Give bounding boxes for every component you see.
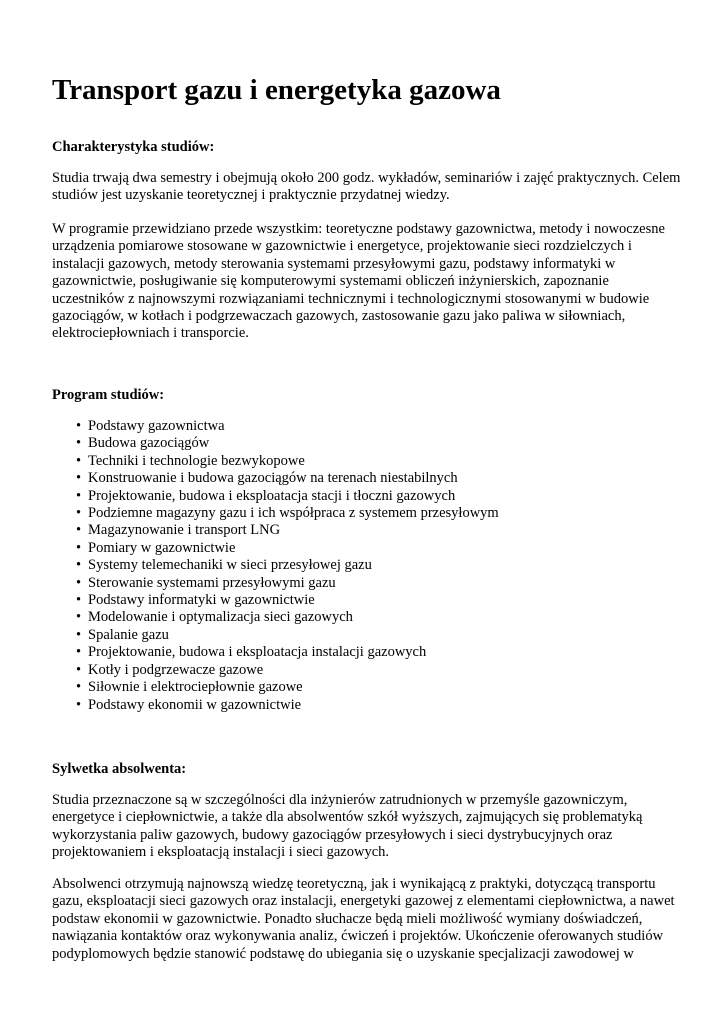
list-item-label: Sterowanie systemami przesyłowymi gazu: [88, 574, 336, 591]
list-item: [74, 522, 499, 539]
list-item-label: Projektowanie, budowa i eksploatacja stacji i tłoczni gazowych: [88, 487, 456, 504]
list-item: [74, 488, 499, 505]
list-item: [74, 662, 499, 679]
list-item-label: Modelowanie i optymalizacja sieci gazowych: [88, 609, 353, 626]
list-item: [74, 470, 499, 487]
list-item-label: Kotły i podgrzewacze gazowe: [88, 661, 264, 678]
bullet-icon: •: [76, 539, 82, 556]
list-item-label: Budowa gazociągów: [88, 435, 210, 452]
list-item-label: Podziemne magazyny gazu i ich współpraca z systemem przesyłowym: [88, 505, 499, 522]
bullet-icon: •: [76, 592, 82, 609]
list-item: [74, 505, 499, 522]
list-item: [74, 627, 499, 644]
bullet-icon: •: [76, 557, 82, 574]
bullet-icon: •: [76, 644, 82, 661]
list-item: [74, 679, 499, 696]
graduate-paragraph-audience: Studia przeznaczone są w szczególności dla inżynierów zatrudnionych w przemyśle gazowniczym, energetyce i ciepłownictwie, a także dla absolwentów szkół wyższych, zajmujących się problematyką wykorzystania paliw gazowych, budowy gazociągów przesyłowych i sieci dystrybucyjnych oraz projektowaniem i eksploatacją instalacji i sieci gazowych.: [52, 792, 643, 861]
program-heading: Program studiów:: [52, 387, 165, 403]
bullet-icon: •: [76, 626, 82, 643]
bullet-icon: •: [76, 696, 82, 713]
list-item: [74, 575, 499, 592]
bullet-icon: •: [76, 609, 82, 626]
list-item-label: Systemy telemechaniki w sieci przesyłowej gazu: [88, 557, 372, 574]
list-item: [74, 697, 499, 714]
characteristics-paragraph-duration: Studia trwają dwa semestry i obejmują około 200 godz. wykładów, seminariów i zajęć praktycznych. Celem studiów jest uzyskanie teoretycznej i praktycznie przydatnej wiedzy.: [52, 170, 681, 204]
characteristics-paragraph-program: W programie przewidziano przede wszystkim: teoretyczne podstawy gazownictwa, metody i nowoczesne urządzenia pomiarowe stosowane w gazownictwie i energetyce, projektowanie sieci rozdzielczych i instalacji gazowych, metody sterowania systemami przesyłowymi gazu, podstawy informatyki w gazownictwie, posługiwanie się komputerowymi systemami obliczeń inżynierskich, zapoznanie uczestników z najnowszymi rozwiązaniami technicznymi i technologicznymi stosowanymi w budowie gazociągów, w kotłach i podgrzewaczach gazowych, zastosowanie gazu jako paliwa w siłowniach, elektrociepłowniach i transporcie.: [52, 221, 665, 342]
list-item: [74, 435, 499, 452]
bullet-icon: •: [76, 435, 82, 452]
list-item: [74, 609, 499, 626]
list-item-label: Pomiary w gazownictwie: [88, 539, 236, 556]
bullet-icon: •: [76, 452, 82, 469]
list-item-label: Podstawy gazownictwa: [88, 418, 225, 434]
list-item-label: Podstawy informatyki w gazownictwie: [88, 592, 315, 609]
list-item-label: Projektowanie, budowa i eksploatacja instalacji gazowych: [88, 644, 427, 661]
list-item-label: Podstawy ekonomii w gazownictwie: [88, 696, 302, 713]
list-item-label: Magazynowanie i transport LNG: [88, 522, 281, 539]
list-item-label: Konstruowanie i budowa gazociągów na terenach niestabilnych: [88, 470, 458, 487]
list-item: [74, 557, 499, 574]
bullet-icon: •: [76, 505, 82, 522]
list-item: [74, 592, 499, 609]
bullet-icon: •: [76, 679, 82, 696]
characteristics-heading: Charakterystyka studiów:: [52, 139, 215, 155]
document-title: Transport gazu i energetyka gazowa: [52, 74, 501, 106]
list-item-label: Spalanie gazu: [88, 626, 169, 643]
list-item-label: Siłownie i elektrociepłownie gazowe: [88, 679, 303, 696]
graduate-profile-heading: Sylwetka absolwenta:: [52, 761, 187, 777]
bullet-icon: •: [76, 470, 82, 487]
list-item: [74, 418, 499, 435]
bullet-icon: •: [76, 574, 82, 591]
bullet-icon: •: [76, 522, 82, 539]
graduate-paragraph-outcomes: Absolwenci otrzymują najnowszą wiedzę teoretyczną, jak i wynikającą z praktyki, dotyczącą transportu gazu, eksploatacji sieci gazowych oraz instalacji, energetyki gazowej z elementami ciepłownictwa, a nawet podstaw ekonomii w gazownictwie. Ponadto słuchacze będą mieli możliwość wymiany doświadczeń, nawiązania kontaktów oraz wykonywania analiz, ćwiczeń i projektów. Ukończenie oferowanych studiów podyplomowych będzie stanowić podstawę do ubiegania się o uzyskanie specjalizacji zawodowej w: [52, 876, 675, 962]
bullet-icon: •: [76, 661, 82, 678]
list-item: [74, 453, 499, 470]
program-list: [74, 418, 499, 714]
bullet-icon: •: [76, 487, 82, 504]
list-item-label: Techniki i technologie bezwykopowe: [88, 452, 305, 469]
list-item: [74, 644, 499, 661]
list-item: [74, 540, 499, 557]
bullet-icon: •: [76, 418, 82, 434]
